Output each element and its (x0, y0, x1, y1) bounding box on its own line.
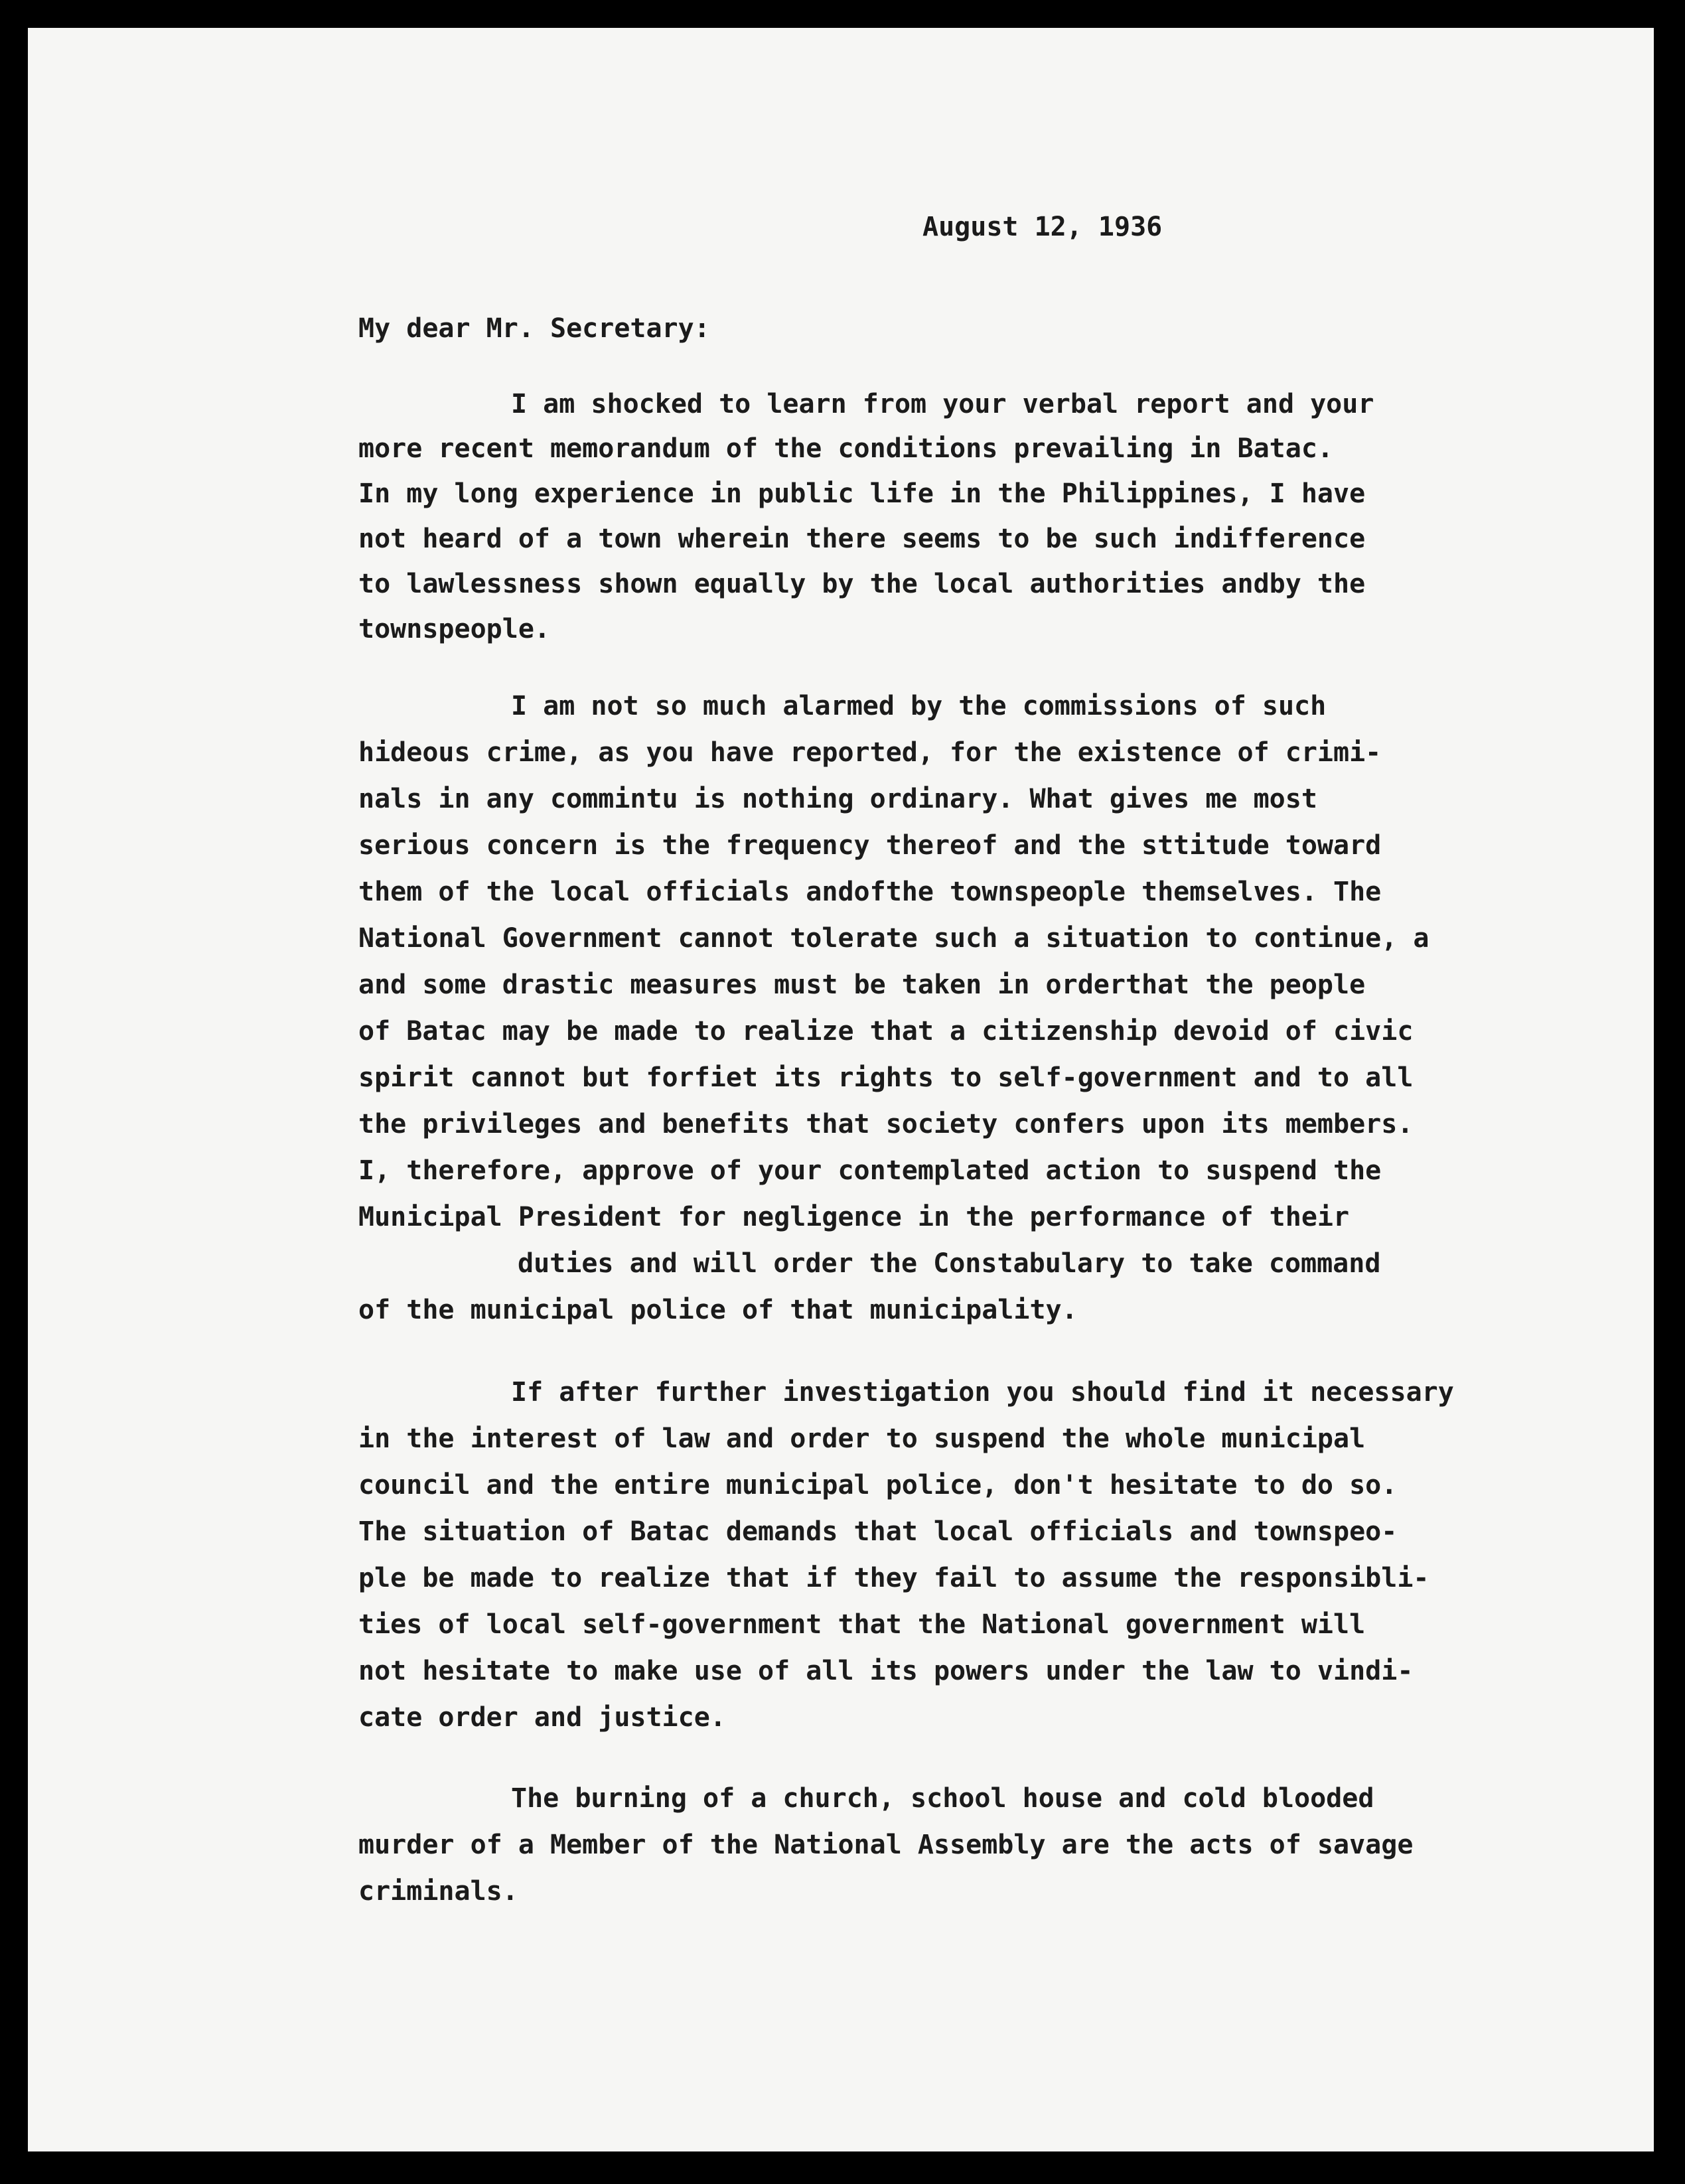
text-line: not heard of a town wherein there seems to be such indifference (358, 524, 1366, 554)
text-line: murder of a Member of the National Assembly are the acts of savage (358, 1830, 1414, 1860)
text-line: cate order and justice. (358, 1702, 726, 1733)
text-line: I am not so much alarmed by the commissions of such (511, 691, 1327, 721)
letter-date: August 12, 1936 (922, 212, 1163, 242)
text-line: serious concern is the frequency thereof and the sttitude toward (358, 830, 1382, 861)
text-line: and some drastic measures must be taken in orderthat the people (358, 970, 1366, 1000)
text-line: The burning of a church, school house and cold blooded (511, 1783, 1374, 1814)
text-line: ple be made to realize that if they fail to assume the responsibli- (358, 1563, 1429, 1593)
text-line: In my long experience in public life in the Philippines, I have (358, 478, 1366, 509)
text-line: Municipal President for negligence in the performance of their (358, 1202, 1350, 1232)
text-line: National Government cannot tolerate such a situation to continue, a (358, 923, 1429, 954)
text-line: council and the entire municipal police, don't hesitate to do so. (358, 1470, 1398, 1500)
text-line: to lawlessness shown equally by the local authorities andby the (358, 569, 1366, 599)
text-line: If after further investigation you should find it necessary (511, 1377, 1454, 1408)
text-line: duties and will order the Constabulary to take command (518, 1248, 1381, 1279)
text-line: of the municipal police of that municipality. (358, 1295, 1078, 1325)
text-line: I, therefore, approve of your contemplated action to suspend the (358, 1155, 1382, 1186)
text-line: more recent memorandum of the conditions prevailing in Batac. (358, 433, 1334, 464)
text-line: ties of local self-government that the National government will (358, 1609, 1366, 1640)
text-line: townspeople. (358, 614, 550, 644)
text-line: nals in any commintu is nothing ordinary. What gives me most (358, 784, 1317, 814)
salutation: My dear Mr. Secretary: (358, 313, 710, 344)
text-line: hideous crime, as you have reported, for the existence of crimi- (358, 737, 1382, 768)
text-line: the privileges and benefits that society confers upon its members. (358, 1109, 1414, 1139)
text-line: I am shocked to learn from your verbal report and your (511, 389, 1374, 419)
text-line: in the interest of law and order to suspend the whole municipal (358, 1423, 1366, 1454)
text-line: spirit cannot but forfiet its rights to self-government and to all (358, 1062, 1414, 1093)
text-line: of Batac may be made to realize that a citizenship devoid of civic (358, 1016, 1414, 1047)
text-line: them of the local officials andofthe townspeople themselves. The (358, 877, 1382, 907)
text-line: not hesitate to make use of all its powers under the law to vindi- (358, 1656, 1414, 1686)
letter-page (28, 28, 1654, 2151)
text-line: The situation of Batac demands that local officials and townspeo- (358, 1516, 1398, 1547)
text-line: criminals. (358, 1876, 518, 1907)
